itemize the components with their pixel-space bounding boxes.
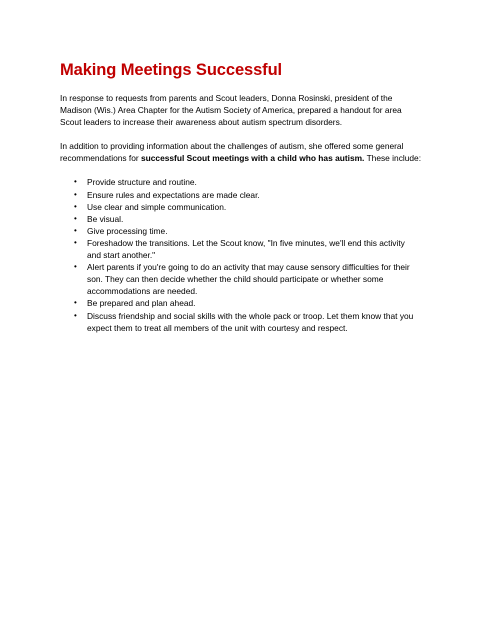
bullet-dot-icon: • bbox=[74, 177, 77, 187]
list-item-text: Be prepared and plan ahead. bbox=[87, 298, 196, 309]
list-item-text: Be visual. bbox=[87, 213, 124, 224]
bullet-dot-icon: • bbox=[74, 310, 77, 320]
page-title: Making Meetings Successful bbox=[60, 61, 283, 79]
bold-emphasis: successful Scout meetings with a child who has autism. bbox=[141, 153, 365, 164]
list-item bbox=[60, 189, 440, 201]
recommendations-list bbox=[60, 176, 440, 333]
paragraph-line: In response to requests from parents and Scout leaders, Donna Rosinski, president of the bbox=[60, 93, 393, 103]
paragraph-text: recommendations for bbox=[60, 153, 141, 164]
bullet-dot-icon: • bbox=[74, 201, 77, 211]
bullet-dot-icon: • bbox=[74, 262, 77, 272]
list-item-text: son. They can then decide whether the child should participate or whether some bbox=[87, 274, 384, 285]
list-item bbox=[60, 201, 440, 213]
paragraph-text: These include: bbox=[364, 153, 422, 164]
bullet-dot-icon: • bbox=[74, 213, 77, 223]
document-body bbox=[60, 60, 440, 334]
list-item-text: and start another." bbox=[87, 250, 156, 261]
list-item-text: Alert parents if you're going to do an activity that may cause sensory difficulties for their bbox=[87, 262, 410, 273]
list-item-text: Discuss friendship and social skills with the whole pack or troop. Let them know that you bbox=[87, 310, 414, 321]
list-item-text: Give processing time. bbox=[87, 225, 168, 236]
list-item-text: Foreshadow the transitions. Let the Scout know, "In five minutes, we'll end this activity bbox=[87, 237, 405, 248]
list-item bbox=[60, 310, 440, 334]
intro-paragraph bbox=[60, 92, 440, 128]
paragraph-line: Scout leaders to increase their awareness about autism spectrum disorders. bbox=[60, 117, 343, 128]
list-item bbox=[60, 237, 440, 261]
list-item-text: Ensure rules and expectations are made clear. bbox=[87, 189, 260, 200]
list-item-text: Use clear and simple communication. bbox=[87, 201, 227, 212]
list-item bbox=[60, 297, 440, 309]
list-item bbox=[60, 176, 440, 188]
recommendations-paragraph bbox=[60, 140, 440, 164]
paragraph-line: In addition to providing information about the challenges of autism, she offered some general bbox=[60, 141, 404, 152]
bullet-dot-icon: • bbox=[74, 189, 77, 199]
list-item bbox=[60, 213, 440, 225]
list-item-text: Provide structure and routine. bbox=[87, 177, 197, 188]
list-item-text: accommodations are needed. bbox=[87, 286, 198, 297]
paragraph-line: Madison (Wis.) Area Chapter for the Autism Society of America, prepared a handout for area bbox=[60, 105, 402, 116]
paragraph-line bbox=[60, 152, 440, 164]
list-item bbox=[60, 261, 440, 297]
bullet-dot-icon: • bbox=[74, 225, 77, 235]
list-item-text: expect them to treat all members of the unit with courtesy and respect. bbox=[87, 322, 348, 333]
bullet-dot-icon: • bbox=[74, 298, 77, 308]
bullet-dot-icon: • bbox=[74, 237, 77, 247]
list-item bbox=[60, 225, 440, 237]
